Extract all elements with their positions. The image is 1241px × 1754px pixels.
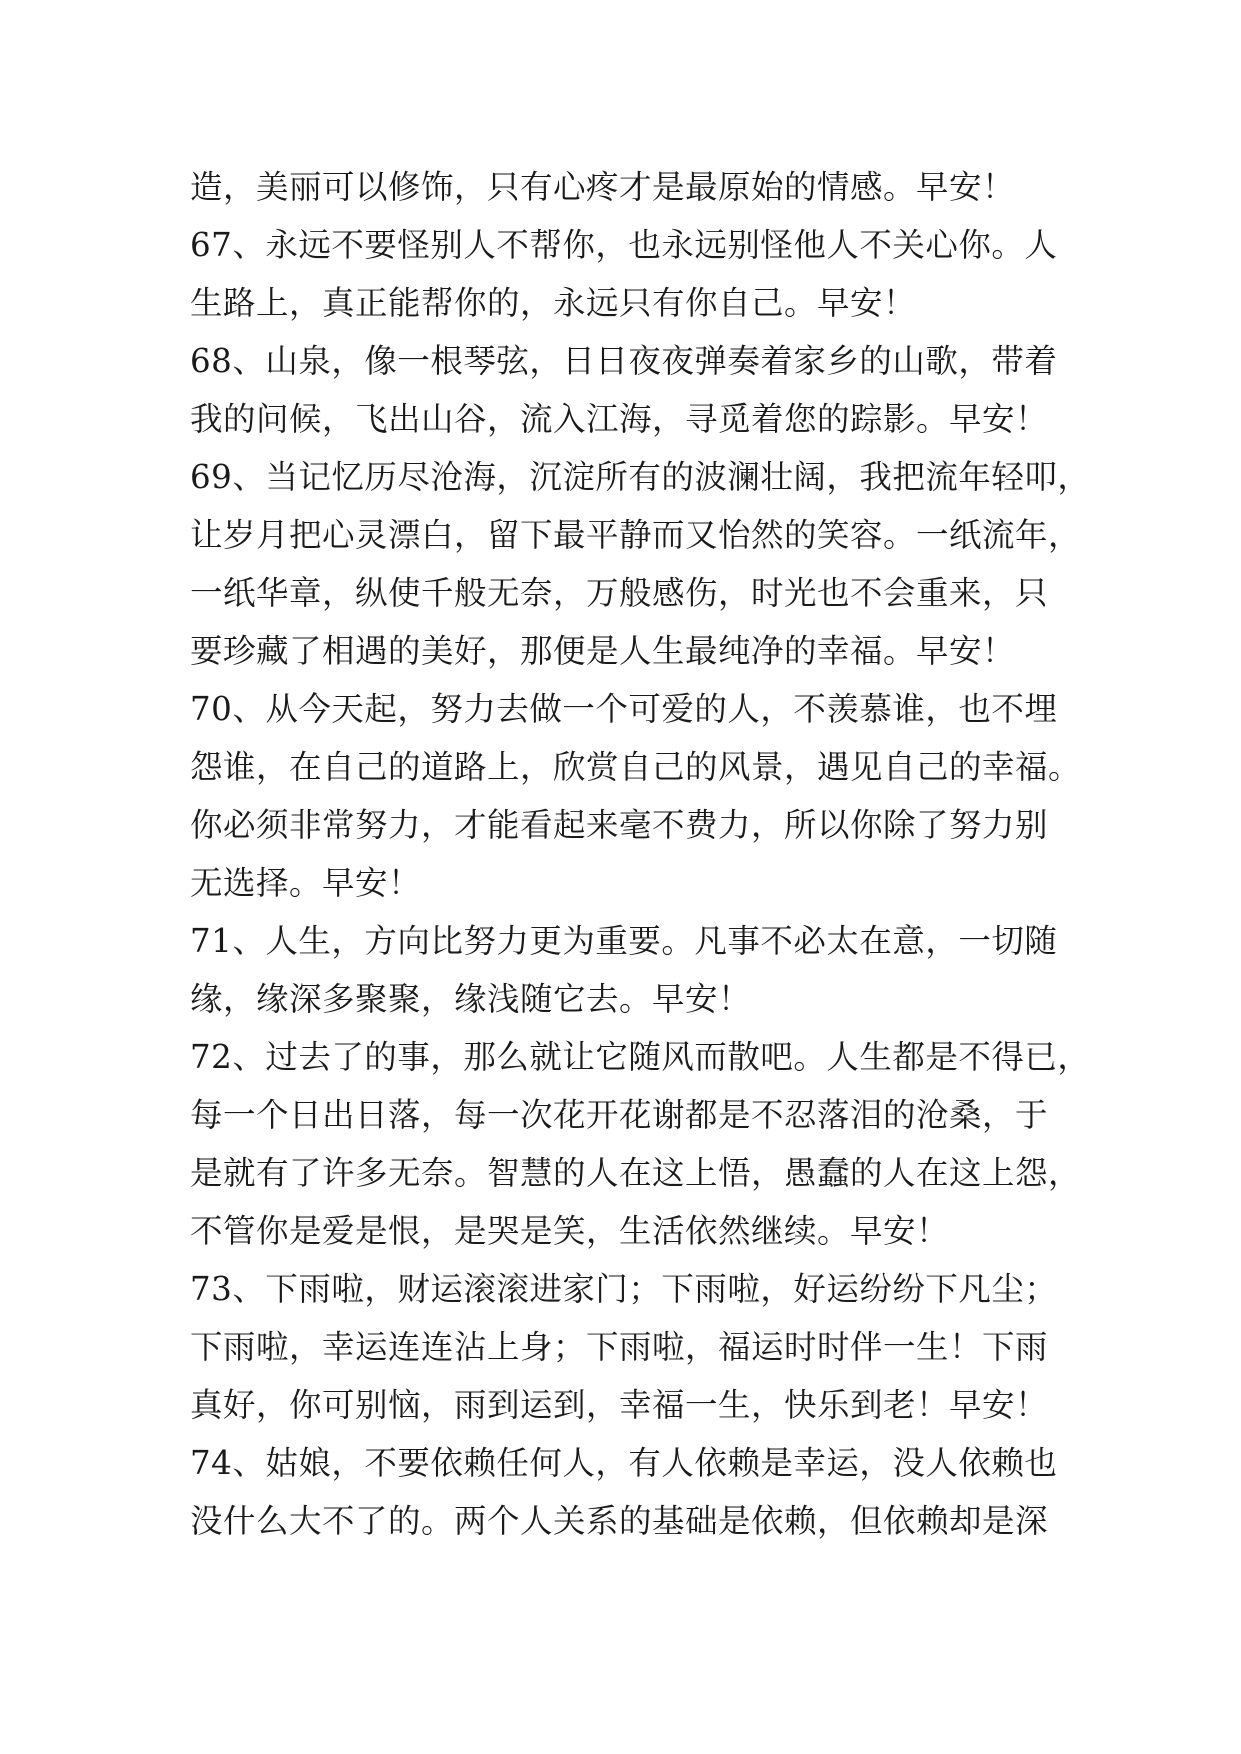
text-line: 是就有了许多无奈。智慧的人在这上悟，愚蠢的人在这上怨， <box>190 1154 1082 1192</box>
text-line: 71、人生，方向比努力更为重要。凡事不必太在意，一切随 <box>190 922 1058 960</box>
text-line: 68、山泉，像一根琴弦，日日夜夜弹奏着家乡的山歌，带着 <box>190 342 1058 380</box>
text-line: 67、永远不要怪别人不帮你，也永远别怪他人不关心你。人 <box>190 226 1058 264</box>
text-line: 我的问候，飞出山谷，流入江海，寻觅着您的踪影。早安！ <box>190 400 1049 438</box>
text-line: 没什么大不了的。两个人关系的基础是依赖，但依赖却是深 <box>190 1502 1049 1540</box>
body-text <box>190 158 1091 1550</box>
text-line: 让岁月把心灵漂白，留下最平静而又怡然的笑容。一纸流年， <box>190 516 1082 554</box>
text-line: 要珍藏了相遇的美好，那便是人生最纯净的幸福。早安！ <box>190 632 1016 670</box>
text-line: 70、从今天起，努力去做一个可爱的人，不羡慕谁，也不埋 <box>190 690 1058 728</box>
text-line: 不管你是爱是恨，是哭是笑，生活依然继续。早安！ <box>190 1212 950 1250</box>
text-line: 真好，你可别恼，雨到运到，幸福一生，快乐到老！早安！ <box>190 1386 1049 1424</box>
text-line: 怨谁，在自己的道路上，欣赏自己的风景，遇见自己的幸福。 <box>190 748 1082 786</box>
text-line: 缘，缘深多聚聚，缘浅随它去。早安！ <box>190 980 752 1018</box>
text-line: 生路上，真正能帮你的，永远只有你自己。早安！ <box>190 284 917 322</box>
text-line: 造，美丽可以修饰，只有心疼才是最原始的情感。早安！ <box>190 168 1016 206</box>
text-line: 每一个日出日落，每一次花开花谢都是不忍落泪的沧桑，于 <box>190 1096 1049 1134</box>
text-line: 无选择。早安！ <box>190 864 422 902</box>
text-line: 69、当记忆历尽沧海，沉淀所有的波澜壮阔，我把流年轻叩， <box>190 458 1091 496</box>
text-line: 74、姑娘，不要依赖任何人，有人依赖是幸运，没人依赖也 <box>190 1444 1058 1482</box>
text-line: 下雨啦，幸运连连沾上身；下雨啦，福运时时伴一生！下雨 <box>190 1328 1049 1366</box>
text-line: 你必须非常努力，才能看起来毫不费力，所以你除了努力别 <box>190 806 1049 844</box>
text-line: 一纸华章，纵使千般无奈，万般感伤，时光也不会重来，只 <box>190 574 1049 612</box>
text-line: 72、过去了的事，那么就让它随风而散吧。人生都是不得已， <box>190 1038 1091 1076</box>
text-line: 73、下雨啦，财运滚滚进家门；下雨啦，好运纷纷下凡尘； <box>190 1270 1058 1308</box>
